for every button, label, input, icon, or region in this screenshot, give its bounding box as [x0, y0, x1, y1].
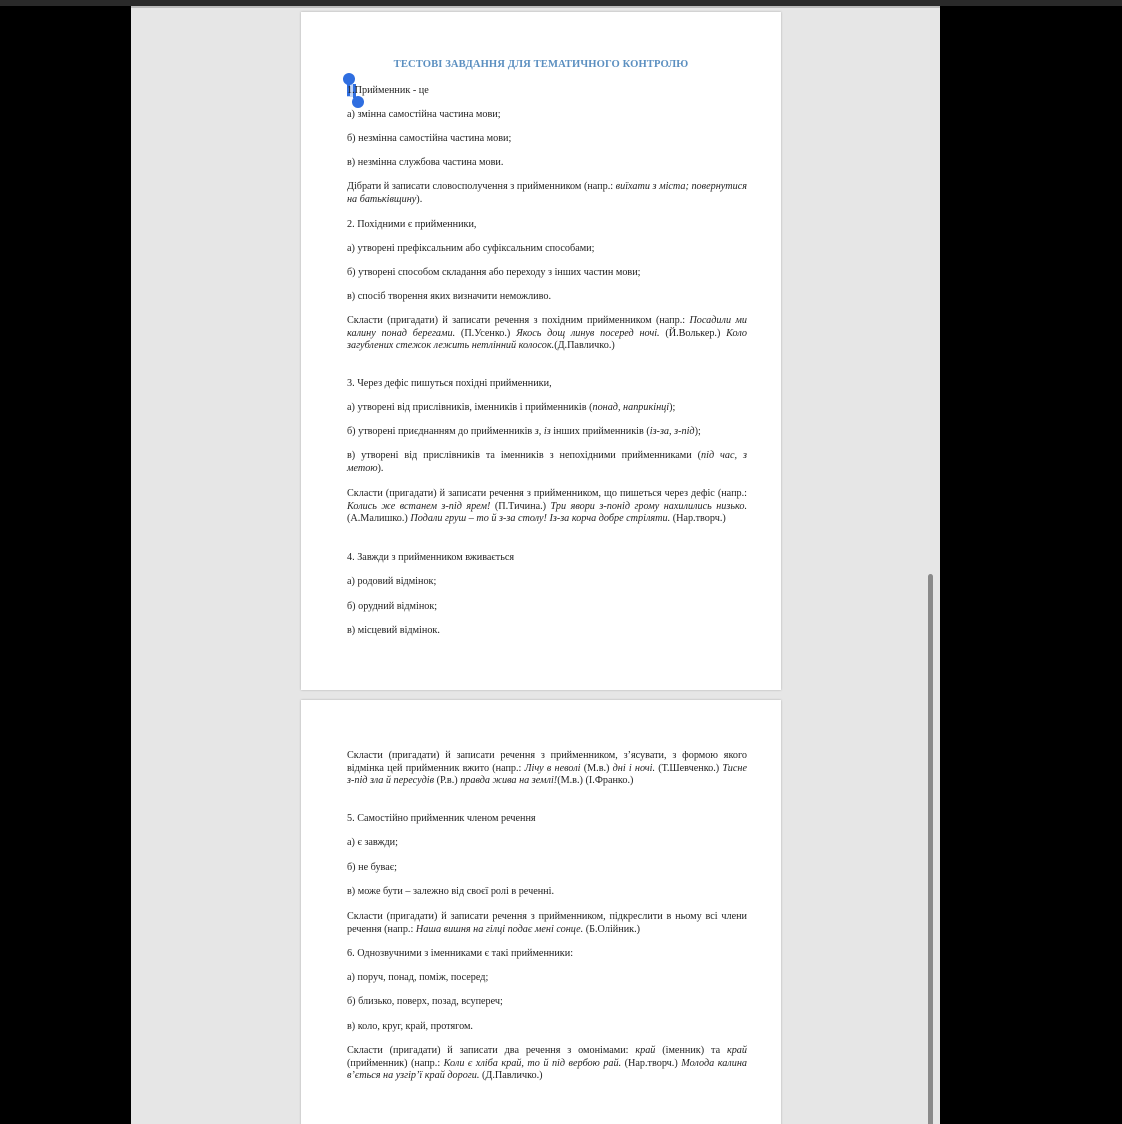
question-4-text: 4. Завжди з прийменником вживається [347, 552, 515, 563]
question-3-option-b [347, 426, 747, 439]
q3-b-end: ); [694, 426, 701, 437]
question-6-option-b: б) близько, поверх, позад, всупереч; [347, 996, 503, 1007]
question-2-text: 2. Похідними є прийменники, [347, 219, 477, 230]
selection-end-handle[interactable] [352, 96, 364, 108]
task-5-paragraph [347, 911, 747, 936]
q3-b-example-1: з, із [534, 426, 551, 437]
question-1-option-b: б) незмінна самостійна частина мови; [347, 133, 512, 144]
task-6-author-2: (Д.Павличко.) [479, 1070, 543, 1082]
q3-a-example: понад, наприкінці [592, 402, 670, 413]
question-3-text: 3. Через дефіс пишуться похідні прийменники, [347, 378, 552, 389]
scrollbar-thumb[interactable] [928, 574, 933, 1124]
question-5-option-c: в) може бути – залежно від своєї ролі в реченні. [347, 886, 554, 897]
question-6-text: 6. Однозвучними з іменниками є такі прийменники: [347, 948, 574, 959]
question-2-option-b: б) утворені способом складання або переходу з інших частин мови; [347, 267, 641, 278]
q3-a-end: ); [669, 402, 676, 413]
q3-b-middle: інших прийменників ( [550, 426, 650, 437]
task-2-author-3: (Д.Павличко.) [554, 340, 615, 352]
task-4-paragraph [347, 750, 747, 788]
task-6-author-1: (Нар.творч.) [621, 1057, 682, 1069]
question-5-option-a: а) є завжди; [347, 837, 398, 848]
q3-b-example-2: із-за, з-під [649, 426, 695, 437]
task-6-word-1: край [635, 1045, 656, 1056]
question-5-text: 5. Самостійно прийменник членом речення [347, 813, 536, 824]
task-2-example-3: Коло загублених стежок лежить нетлінний колосок. [347, 327, 748, 352]
q3-b-text: б) утворені приєднанням до прийменників [347, 426, 535, 437]
task-6-label-1: (іменник) та [655, 1045, 727, 1056]
task-6-example-2: Молода калина в’ється на узгір’ї край дороги. [347, 1057, 747, 1082]
question-4-option-c: в) місцевий відмінок. [347, 625, 440, 636]
task-6-paragraph [347, 1045, 747, 1083]
task-2-text: Скласти (пригадати) й записати речення з похідним прийменником (напр.: [347, 315, 690, 326]
task-3-author-3: (Нар.творч.) [670, 513, 726, 525]
task-5-text: Скласти (пригадати) й записати речення з прийменником, підкреслити в ньому всі члени речення (напр.: [347, 911, 747, 935]
task-3-paragraph [347, 488, 747, 526]
q3-c-end: ). [377, 462, 384, 474]
task-1-end: ). [416, 193, 423, 205]
question-6-option-c: в) коло, круг, край, протягом. [347, 1021, 473, 1032]
task-4-example-4: правда жива на землі! [460, 775, 558, 787]
question-1-option-a: а) змінна самостійна частина мови; [347, 109, 501, 120]
task-2-paragraph [347, 315, 747, 353]
q3-a-text: а) утворені від прислівників, іменників і прийменників ( [347, 402, 593, 413]
task-4-example-1: Лічу в неволі [524, 762, 581, 774]
task-1-text: Дібрати й записати словосполучення з прийменником (напр.: [347, 181, 616, 192]
task-3-author-2: (А.Малишко.) [347, 513, 411, 525]
task-3-example-2: Три явори з-понід грому нахилились низько. [550, 500, 747, 512]
question-1 [347, 85, 747, 98]
question-3-option-c [347, 450, 747, 475]
task-4-example-2: дні і ночі. [612, 762, 656, 774]
document-page-2 [301, 700, 781, 1124]
task-2-example-1: Посадили ми калину понад берегами. [347, 315, 747, 339]
task-1-example: виїхати з міста; повернутися на батьківщину [347, 181, 747, 205]
task-6-example-1: Коли є хліба край, то й під вербою рай. [443, 1057, 622, 1069]
task-4-author-1: (Т.Шевченко.) [655, 762, 723, 774]
question-1-text: 1.Прийменник - це [347, 85, 429, 96]
task-5-example: Наша вишня на гілці подає мені сонце. [415, 923, 584, 935]
document-page-1 [301, 12, 781, 690]
task-6-label-2: (прийменник) (напр.: [347, 1057, 444, 1069]
task-6-word-2: край [726, 1045, 747, 1056]
q3-c-example: під час, з метою [347, 450, 748, 474]
task-2-example-2: Якось дощ линув посеред ночі. [516, 327, 660, 339]
document-viewer[interactable] [131, 6, 940, 1124]
task-2-author-2: (Й.Волькер.) [659, 327, 727, 339]
task-3-example-3: Подали груш – то й з-за столу! Із-за корча добре стріляти. [410, 513, 671, 525]
question-6-option-a: а) поруч, понад, поміж, посеред; [347, 972, 489, 983]
task-4-text: Скласти (пригадати) й записати речення з прийменником, з’ясувати, з формою якого відмінка цей прийменник вжито (напр.: [347, 750, 747, 774]
document-title: ТЕСТОВІ ЗАВДАННЯ ДЛЯ ТЕМАТИЧНОГО КОНТРОЛЮ [393, 59, 689, 70]
task-3-author-1: (П.Тичина.) [490, 500, 551, 512]
task-3-text: Скласти (пригадати) й записати речення з прийменником, що пишеться через дефіс (напр.: [347, 488, 747, 499]
question-4-option-b: б) орудний відмінок; [347, 601, 438, 612]
task-3-example-1: Колись же встанем з-під ярем! [347, 500, 491, 512]
question-3-option-a [347, 402, 747, 415]
task-4-author-2: (М.в.) (І.Франко.) [557, 775, 634, 787]
task-6-text: Скласти (пригадати) й записати два речення з омонімами: [347, 1045, 636, 1056]
question-2-option-c: в) спосіб творення яких визначити неможливо. [347, 291, 552, 302]
task-2-author-1: (П.Усенко.) [455, 327, 517, 339]
task-4-case-1: (М.в.) [580, 762, 613, 774]
task-4-example-3: Тисне з-під зла й пересудів [347, 762, 747, 787]
task-1-paragraph [347, 181, 747, 206]
question-1-option-c: в) незмінна службова частина мови. [347, 157, 504, 168]
task-4-case-2: (Р.в.) [434, 775, 461, 787]
question-4-option-a: а) родовий відмінок; [347, 576, 437, 587]
q3-c-text: в) утворені від прислівників та іменників з непохідними прийменниками ( [347, 450, 702, 461]
task-5-author: (Б.Олійник.) [583, 923, 641, 935]
question-2-option-a: а) утворені префіксальним або суфіксальним способами; [347, 243, 595, 254]
question-5-option-b: б) не буває; [347, 862, 397, 873]
viewer-top-divider [131, 6, 940, 8]
